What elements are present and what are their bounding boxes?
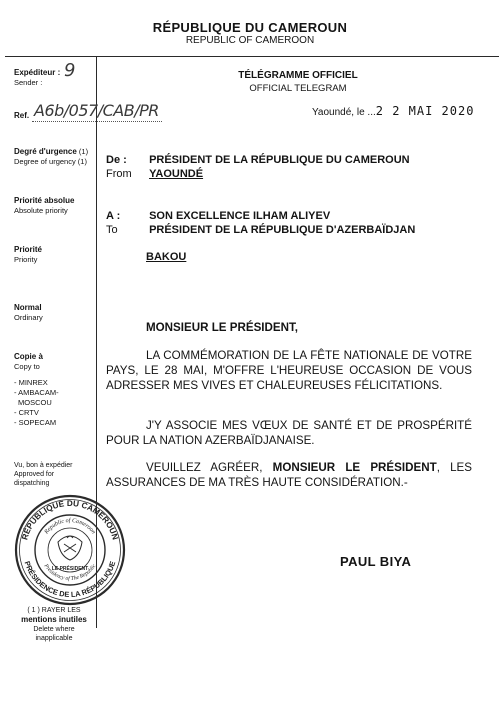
date-stamp: 2 2 MAI 2020	[375, 104, 475, 118]
seal-inner-bottom: Presidency of The Republic	[42, 563, 98, 583]
telegram-title-fr: TÉLÉGRAMME OFFICIEL	[238, 70, 358, 81]
seal-inner-top: Republic of Cameroon	[43, 517, 97, 536]
copy-item: - SOPECAM	[14, 418, 57, 427]
emblem-icon	[58, 536, 82, 560]
republic-heading-fr: RÉPUBLIQUE DU CAMEROUN	[152, 20, 348, 35]
to-city: BAKOU	[146, 251, 187, 263]
copy-item: - AMBACAM-	[14, 388, 59, 397]
seal-outer-bottom: PRÉSIDENCE DE LA RÉPUBLIQUE	[22, 560, 118, 600]
footnote: ( 1 ) RAYER LES mentions inutiles Delete where inapplicable	[21, 607, 87, 642]
urgency-label: Degré d'urgence (1) Degree of urgency (1)	[14, 147, 89, 166]
copy-item: - CRTV	[14, 408, 39, 417]
ref-value: A6b/057/CAB/PR	[34, 101, 159, 120]
sender-value: 9	[64, 60, 76, 81]
copy-item: MOSCOU	[18, 398, 52, 407]
salutation: MONSIEUR LE PRÉSIDENT,	[146, 321, 299, 334]
date-line: Yaoundé, le ...2 2 MAI 2020	[312, 104, 475, 118]
to-block: A : SON EXCELLENCE ILHAM ALIYEV To PRÉSIDENT DE LA RÉPUBLIQUE D'AZERBAÏDJAN	[106, 210, 416, 236]
ref-dotted-line	[32, 121, 162, 123]
approval-label: Vu, bon à expédier Approved for dispatching	[14, 462, 73, 487]
from-block: De : PRÉSIDENT DE LA RÉPUBLIQUE DU CAMEROUN From YAOUNDÉ	[106, 154, 410, 180]
normal-label: Normal Ordinary	[14, 303, 43, 322]
presidential-seal	[14, 494, 126, 611]
ref-label: Ref.	[14, 111, 30, 120]
copy-list	[14, 378, 59, 428]
paragraph-2: J'Y ASSOCIE MES VŒUX DE SANTÉ ET DE PROSPÉRITÉ POUR LA NATION AZERBAÏDJANAISE.	[106, 419, 472, 447]
top-divider	[5, 56, 499, 57]
paragraph-3: VEUILLEZ AGRÉER, MONSIEUR LE PRÉSIDENT, LES ASSURANCES DE MA TRÈS HAUTE CONSIDÉRATION.-	[106, 461, 472, 489]
copy-to-label: Copie à Copy to	[14, 352, 43, 371]
sender-label: Expéditeur : Sender :	[14, 68, 61, 87]
copy-item: - MINREX	[14, 378, 48, 387]
signature: PAUL BIYA	[340, 554, 412, 569]
telegram-title-en: OFFICIAL TELEGRAM	[249, 83, 347, 94]
priority-label: Priorité Priority	[14, 245, 43, 264]
absolute-priority-label: Priorité absolue Absolute priority	[14, 196, 75, 215]
republic-heading-en: REPUBLIC OF CAMEROON	[185, 35, 315, 46]
seal-outer-top: RÉPUBLIQUE DU CAMEROUN	[20, 498, 120, 541]
paragraph-1: LA COMMÉMORATION DE LA FÊTE NATIONALE DE VOTRE PAYS, LE 28 MAI, M'OFFRE L'HEUREUSE OCCASION DE VOUS ADRESSER MES VIVES ET CHALEUREUSES FÉLICITATIONS.	[106, 349, 472, 392]
seal-center: LE PRÉSIDENT	[51, 566, 89, 572]
